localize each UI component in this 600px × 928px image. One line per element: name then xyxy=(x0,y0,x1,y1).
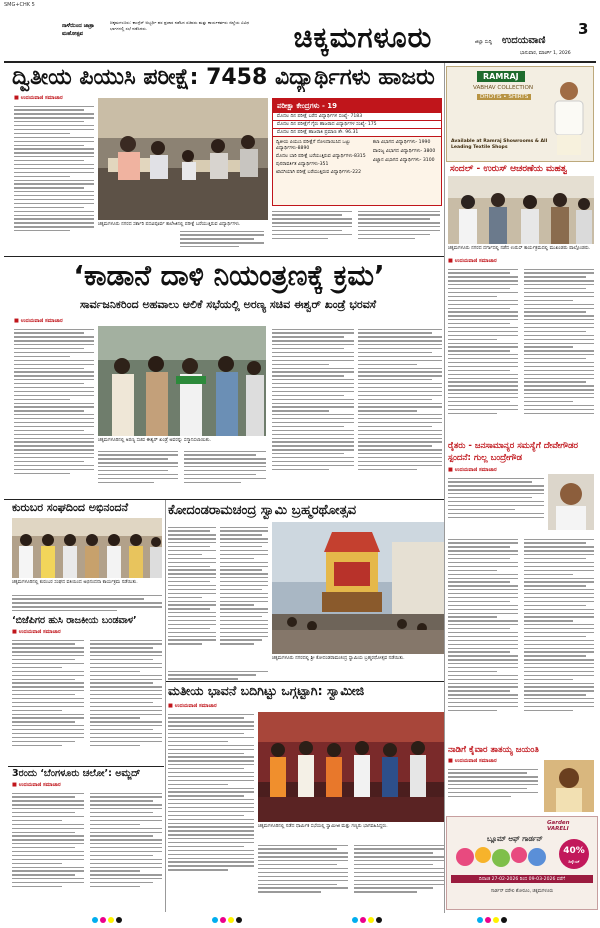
exam-info-title: ಪರೀಕ್ಷಾ ಕೇಂದ್ರಗಳು - 19 xyxy=(273,99,441,113)
main-photo-caption: ಚಿಕ್ಕಮಗಳೂರಿನಲ್ಲಿ ಅರಣ್ಯ ಸಚಿವ ಈಶ್ವರ್ ಖಂಡ್ರೆ ಅವರನ್ನು ಸನ್ಮಾನಿಸಲಾಯಿತು. xyxy=(98,438,212,443)
exam-info-row: ಮೊದಲ ದಿನ ಪರೀಕ್ಷೆಗೆ ಗೈರು ಹಾಜರಾದ ವಿದ್ಯಾರ್ಥಿಗಳ ಸಂಖ್ಯೆ- 175 xyxy=(273,121,441,129)
bengaluru-dateline: ■ ಉದಯವಾಣಿ ಸಮಾಚಾರ xyxy=(12,782,61,788)
exam-stat: ಕಲಾ ವಿಭಾಗದ ವಿದ್ಯಾರ್ಥಿಗಳು- 1990 xyxy=(372,140,431,145)
raitha-photo xyxy=(548,474,594,530)
lead-body-col3 xyxy=(180,228,264,254)
bengaluru-body-col2 xyxy=(90,790,162,908)
garden-discount: 40% xyxy=(559,839,589,869)
bengaluru-headline: 3ರಂದು ‘ಬೆಂಗಳೂರು ಚಲೋ’: ಅಮ್ಜದ್ xyxy=(12,768,141,779)
kodanda-caption: ಚಿಕ್ಕಮಗಳೂರು ನಗರದಲ್ಲಿ ಶ್ರೀ ಕೋದಂಡರಾಮಚಂದ್ರ ಸ್ವಾಮಿಯ ಬ್ರಹ್ಮರಥೋತ್ಸವ ನಡೆಯಿತು. xyxy=(272,656,405,661)
garden-ad xyxy=(446,816,598,910)
urus-photo xyxy=(448,176,594,244)
lead-body-col4 xyxy=(272,208,352,252)
raitha-headline: ರೈತರು - ಜನಸಾಮಾನ್ಯರ ಸಮಸ್ಯೆಗೆ ದೇವೇಗೌಡರ ಸ್ಪಂದನೆ: ಗುಲ್ಲ ಬಂದ್ರೇಗೌಡ xyxy=(448,441,578,463)
ramraj-footer: Available at Ramraj Showrooms & All Leading Textile Shops xyxy=(451,139,548,150)
main-body-col4 xyxy=(184,448,266,498)
raitha-body-col2 xyxy=(448,536,518,744)
urus-dateline: ■ ಉದಯವಾಣಿ ಸಮಾಚಾರ xyxy=(448,258,497,264)
lead-body-col5 xyxy=(358,208,440,252)
quote-dateline: ■ ಉದಯವಾಣಿ ಸಮಾಚಾರ xyxy=(12,629,61,635)
ramraj-logo: RAMRAJ xyxy=(477,71,525,82)
raitha-body-col3 xyxy=(524,536,594,744)
garden-title: ಬ್ಲೂಮ್ ಆಫ್ ಗಾರ್ಡನ್ xyxy=(487,835,543,843)
kodanda-body-col1 xyxy=(168,524,216,666)
exam-info-row: ಮೊದಲ ದಿನ ಪರೀಕ್ಷೆ ಹಾಜರಾತಿ ಪ್ರಮಾಣ ಶೇ. 96.31 xyxy=(273,129,441,137)
kuruba-headline: ಕುರುಬರ ಸಂಘದಿಂದ ಅಭಿನಂದನೆ xyxy=(12,501,129,514)
ramraj-products: DHOTIS • SHIRTS xyxy=(477,94,531,100)
exam-info-box xyxy=(272,98,442,206)
column-divider xyxy=(444,63,445,913)
garden-footer: ಗಾರ್ಡನ್ ವರೇಲಿ ಶೋರೂಂ, ಚಿಕ್ಕಮಗಳೂರು xyxy=(490,889,554,894)
page-label: ಜಿಲ್ಲಾ ಸುದ್ದಿ xyxy=(475,40,492,45)
exam-stat: ಮೊದಲ ಬಾರಿ ಪರೀಕ್ಷೆ ಬರೆಯುತ್ತಿರುವ ವಿದ್ಯಾರ್ಥಿಗಳು-8315 xyxy=(276,154,366,159)
masthead-rule xyxy=(4,61,596,63)
mathiya-headline: ಮತೀಯ ಭಾವನೆ ಬದಿಗಿಟ್ಟು ಒಗ್ಗಟ್ಟಾಗಿ: ಸ್ವಾಮೀಜಿ xyxy=(168,683,365,698)
exam-stat: ವಾಣಿಜ್ಯ ವಿಭಾಗದ ವಿದ್ಯಾರ್ಥಿಗಳು- 3800 xyxy=(372,149,436,154)
exam-stat: ವಿಜ್ಞಾನ ವಿಭಾಗದ ವಿದ್ಯಾರ್ಥಿಗಳು- 3100 xyxy=(372,158,435,163)
urus-body-col1 xyxy=(448,266,518,436)
main-body-col1 xyxy=(14,326,94,496)
urus-body-col2 xyxy=(524,266,594,436)
mathiya-caption: ಚಿಕ್ಕಮಗಳೂರಿನಲ್ಲಿ ನಡೆದ ಧಾರ್ಮಿಕ ಸಭೆಯಲ್ಲಿ ಸ್ವಾಮೀಜಿ ಮತ್ತು ಗಣ್ಯರು ಭಾಗವಹಿಸಿದ್ದರು. xyxy=(258,824,388,829)
urus-caption: ಚಿಕ್ಕಮಗಳೂರು ನಗರದ ದರ್ಗಾದಲ್ಲಿ ನಡೆದ ಉರುಸ್ ಕಾರ್ಯಕ್ರಮದಲ್ಲಿ ಮುಖಂಡರು ಪಾಲ್ಗೊಂಡರು. xyxy=(448,246,591,251)
quote-body-col1 xyxy=(12,637,84,765)
quote-headline: ‘ಬಿಜೆಪಿಗರ ಹುಸಿ ರಾಜಕೀಯ ಬಂಡವಾಳ’ xyxy=(12,615,137,626)
raitha-body-col1 xyxy=(448,475,544,535)
issue-date: ಭಾನುವಾರ, ಮಾರ್ಚ್ 1, 2026 xyxy=(520,51,571,56)
bengaluru-body-col1 xyxy=(12,790,84,908)
column-divider xyxy=(165,500,166,912)
masthead-title: ಚಿಕ್ಕಮಗಳೂರು xyxy=(293,21,433,54)
registration-marks xyxy=(0,912,600,928)
lead-body-col1 xyxy=(14,103,94,249)
lead-photo xyxy=(98,98,268,220)
ramraj-ad xyxy=(446,66,594,162)
kodanda-body-col2 xyxy=(220,524,268,666)
mathiya-body-col3 xyxy=(354,842,444,908)
brand-name: ಉದಯವಾಣಿ xyxy=(502,35,546,46)
lead-headline: ದ್ವಿತೀಯ ಪಿಯುಸಿ ಪರೀಕ್ಷೆ: 7458 ವಿದ್ಯಾರ್ಥಿಗಳು ಹಾಜರು xyxy=(12,65,435,90)
exam-stat: ದ್ವಿತೀಯ ಪಿಯುಸಿ ಪರೀಕ್ಷೆಗೆ ನೋಂದಾಯಿಸಿದ ಒಟ್ಟು ವಿದ್ಯಾರ್ಥಿಗಳು-8890 xyxy=(276,140,351,151)
main-body-col6 xyxy=(358,326,442,498)
urus-headline: ಸಂದಲ್ - ಉರುಸ್ ಆಚರಣೆಯ ಮಹತ್ವ xyxy=(450,164,568,174)
model-figure xyxy=(547,79,591,155)
garden-brand: Garden VARELI xyxy=(547,820,570,832)
nadige-photo xyxy=(544,760,594,812)
exam-stat: ಪುನರಾವರ್ತಿತ ವಿದ್ಯಾರ್ಥಿಗಳು-351 xyxy=(276,162,329,167)
garden-flowers xyxy=(453,843,553,871)
edition-code: SMG+CHK 5 xyxy=(4,2,35,8)
raitha-dateline: ■ ಉದಯವಾಣಿ ಸಮಾಚಾರ xyxy=(448,467,497,473)
main-headline: ‘ಕಾಡಾನೆ ದಾಳಿ ನಿಯಂತ್ರಣಕ್ಕೆ ಕ್ರಮ’ xyxy=(73,259,385,292)
main-body-col3 xyxy=(98,448,178,498)
kuruba-photo xyxy=(12,518,162,578)
masthead-teaser-text: ಚಿಕ್ಕಮಗಳೂರು: ಕಾಂಗ್ರೆಸ್ ಅಭ್ಯರ್ಥಿ ಪರ ಪ್ರಚಾರ ನಡೆಸಿದ ಸಚಿವರು ಮತ್ತು ಕಾರ್ಯಕರ್ತರು ಜಿಲ್ಲೆಯ ವಿವಿಧ ಭಾಗಗಳಲ್ಲಿ ಸಭೆ ನಡೆಸಿದರು. xyxy=(110,20,250,31)
mathiya-body-col1 xyxy=(168,711,254,907)
mathiya-dateline: ■ ಉದಯವಾಣಿ ಸಮಾಚಾರ xyxy=(168,703,217,709)
main-photo xyxy=(98,326,266,436)
lead-photo-caption: ಚಿಕ್ಕಮಗಳೂರು ನಗರದ ಸರ್ಕಾರಿ ಪದವಿಪೂರ್ವ ಕಾಲೇಜಿನಲ್ಲಿ ಪರೀಕ್ಷೆ ಬರೆಯುತ್ತಿರುವ ವಿದ್ಯಾರ್ಥಿಗಳು. xyxy=(98,222,241,227)
quote-body-col2 xyxy=(90,637,162,765)
kodanda-headline: ಕೋದಂಡರಾಮಚಂದ್ರ ಸ್ವಾಮಿ ಬ್ರಹ್ಮರಥೋತ್ಸವ xyxy=(168,503,357,518)
garden-discount-note: ಡಿಸ್ಕೌಂಟ್ xyxy=(568,859,580,864)
ramraj-collection: VABHAV COLLECTION xyxy=(473,85,534,91)
main-subhead: ಸಾರ್ವಜನಿಕರಿಂದ ಅಹವಾಲು ಆಲಿಕೆ ಸಭೆಯಲ್ಲಿ ಅರಣ್ಯ ಸಚಿವ ಈಶ್ವರ್ ಖಂಡ್ರೆ ಭರವಸೆ xyxy=(79,298,377,311)
garden-dates: ದಿನಾಂಕ 27-02-2026 ರಿಂದ 09-03-2026 ವರೆಗೆ xyxy=(451,875,593,883)
kodanda-photo xyxy=(272,522,444,654)
exam-stat: ಖಾಸಗಿಯಾಗಿ ಪರೀಕ್ಷೆ ಬರೆಯುತ್ತಿರುವ ವಿದ್ಯಾರ್ಥಿಗಳು-222 xyxy=(276,170,362,175)
mathiya-photo xyxy=(258,712,444,822)
lead-dateline: ■ ಉದಯವಾಣಿ ಸಮಾಚಾರ xyxy=(14,95,63,101)
masthead-teaser-label: ನಾಳೆಯಿಂದ ಜಾತ್ರಾ ಮಹೋತ್ಸವ xyxy=(62,23,95,37)
kuruba-caption: ಚಿಕ್ಕಮಗಳೂರಿನಲ್ಲಿ ಕುರುಬರ ಸಂಘದ ವತಿಯಿಂದ ಅಭಿನಂದನಾ ಕಾರ್ಯಕ್ರಮ ನಡೆಯಿತು. xyxy=(12,580,138,585)
nadige-dateline: ■ ಉದಯವಾಣಿ ಸಮಾಚಾರ xyxy=(448,758,497,764)
main-dateline: ■ ಉದಯವಾಣಿ ಸಮಾಚಾರ xyxy=(14,318,63,324)
page-number: 3 xyxy=(578,20,589,38)
exam-info-row: ಮೊದಲ ದಿನ ಪರೀಕ್ಷೆ ಬರೆದ ವಿದ್ಯಾರ್ಥಿಗಳ ಸಂಖ್ಯೆ- 7183 xyxy=(273,113,441,121)
main-top-rule xyxy=(4,256,444,257)
main-body-col5 xyxy=(272,326,354,498)
nadige-body-col1 xyxy=(448,766,538,812)
nadige-headline: ನಾಡಿಗೆ ಕೈವಾರ ತಾತಯ್ಯ ಜಯಂತಿ xyxy=(448,745,539,755)
mathiya-body-col2 xyxy=(258,842,348,908)
